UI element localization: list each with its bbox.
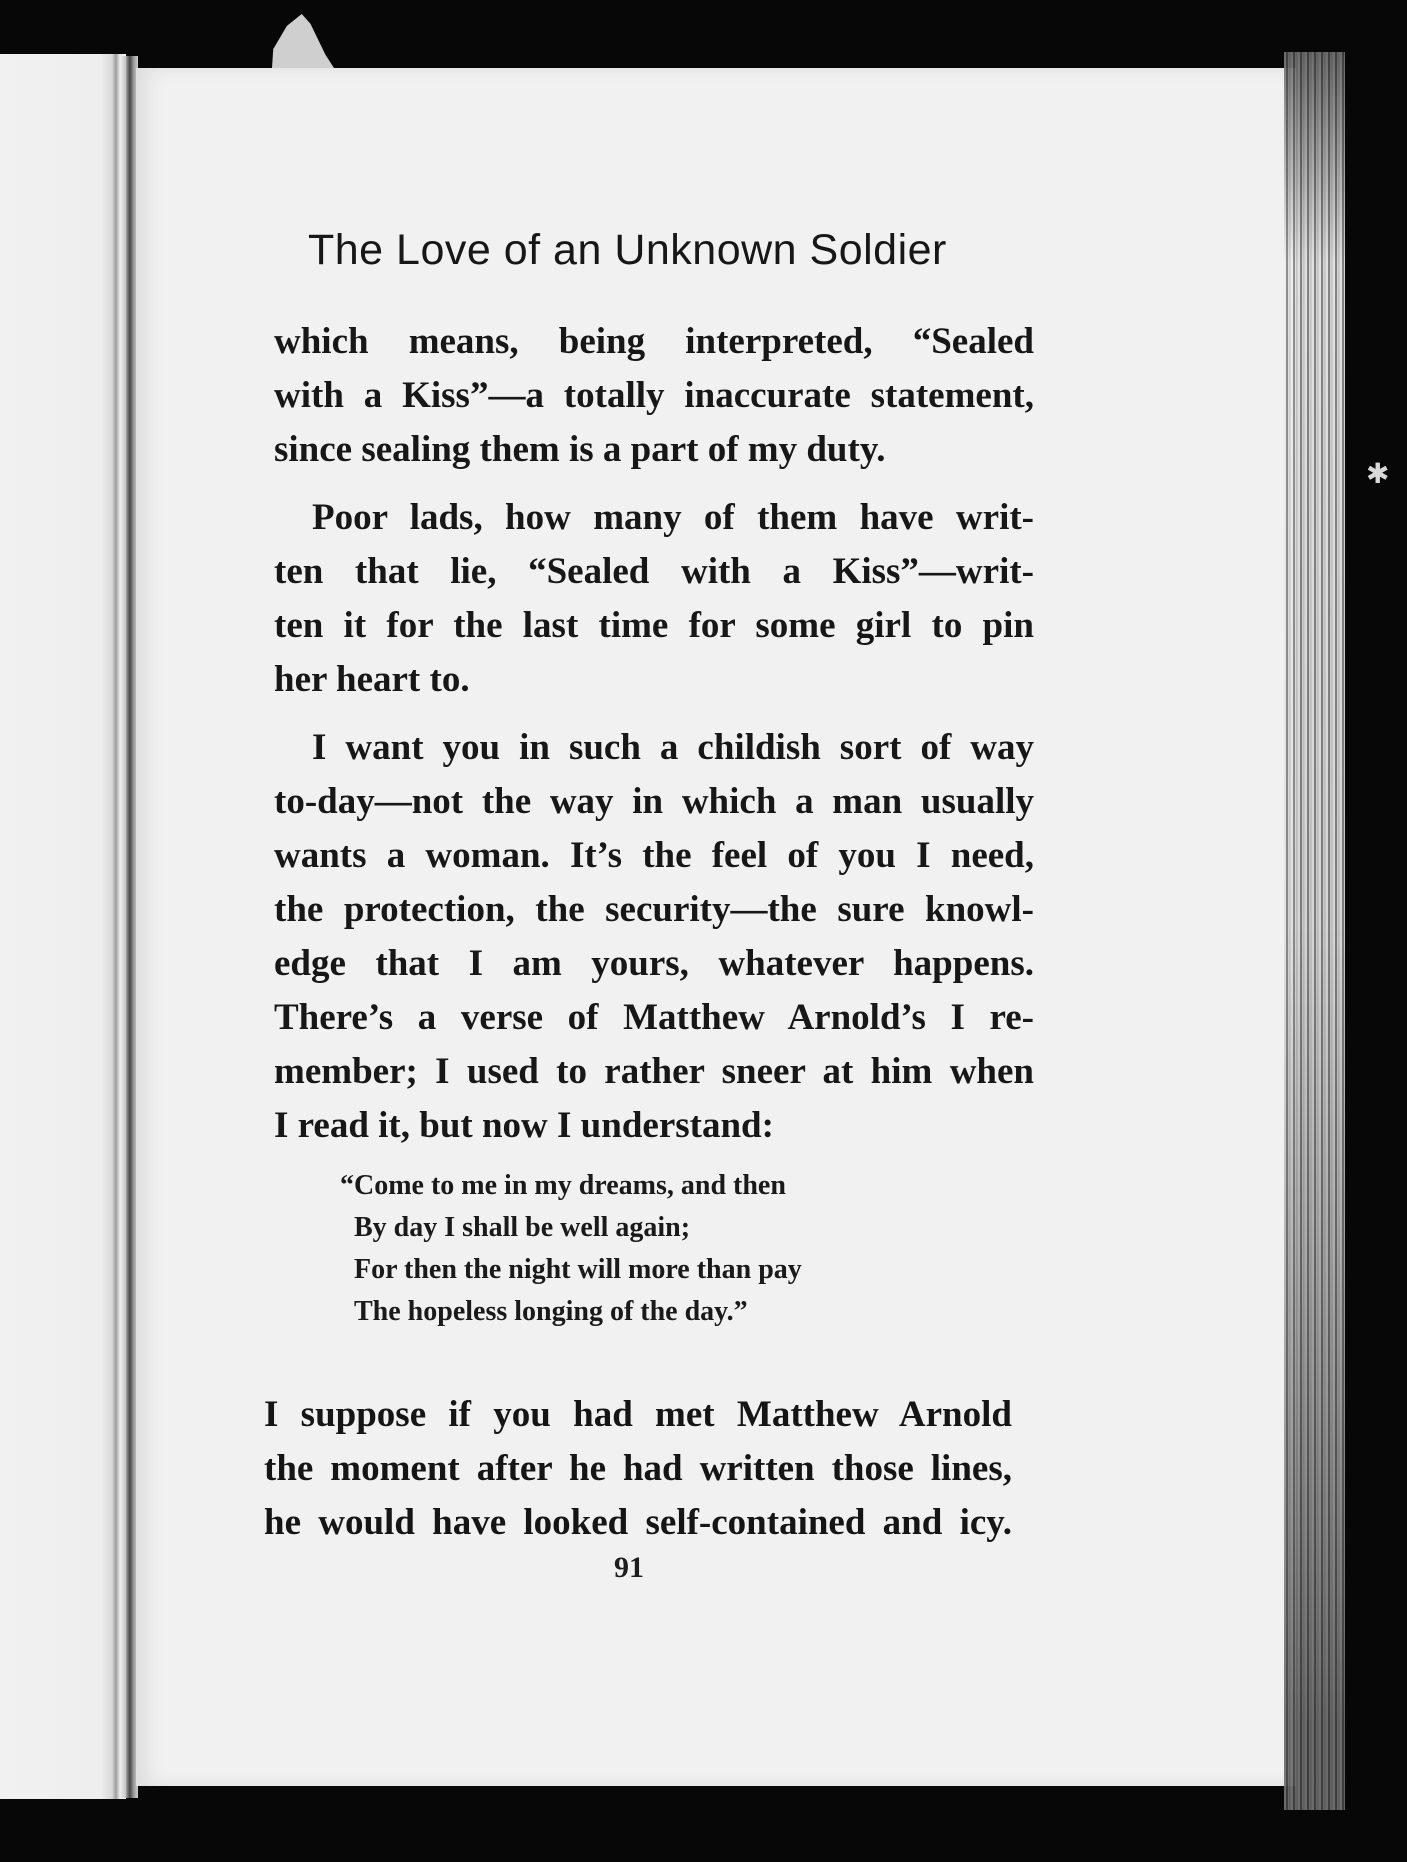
body-text bbox=[274, 315, 1034, 1153]
page-number: 91 bbox=[614, 1551, 644, 1584]
text-line: the moment after he had written those lines, bbox=[264, 1448, 1012, 1489]
poem-line: For then the night will more than pay bbox=[354, 1254, 802, 1285]
page-edge-right bbox=[1284, 52, 1345, 1810]
scan-speck-icon: ✱ bbox=[1366, 457, 1390, 490]
text-line: ten it for the last time for some girl to pin bbox=[274, 605, 1034, 646]
text-line: her heart to. bbox=[274, 659, 470, 700]
text-line: edge that I am yours, whatever happens. bbox=[274, 943, 1034, 984]
text-line: to-day—not the way in which a man usually bbox=[274, 781, 1034, 822]
text-line: since sealing them is a part of my duty. bbox=[274, 429, 886, 470]
running-head: The Love of an Unknown Soldier bbox=[308, 226, 947, 274]
poem-line: By day I shall be well again; bbox=[354, 1212, 691, 1243]
text-line: which means, being interpreted, “Sealed bbox=[274, 321, 1034, 362]
text-line: I read it, but now I understand: bbox=[274, 1105, 774, 1146]
paragraph-gap bbox=[274, 477, 1034, 491]
text-line: member; I used to rather sneer at him when bbox=[274, 1051, 1034, 1092]
paragraph-gap bbox=[274, 707, 1034, 721]
text-line: Poor lads, how many of them have writ- bbox=[312, 497, 1034, 538]
text-line: There’s a verse of Matthew Arnold’s I re- bbox=[274, 997, 1034, 1038]
text-line: the protection, the security—the sure knowl- bbox=[274, 889, 1034, 930]
poem-line: The hopeless longing of the day.” bbox=[354, 1296, 748, 1327]
closing-text bbox=[264, 1388, 1012, 1550]
text-line: ten that lie, “Sealed with a Kiss”—writ- bbox=[274, 551, 1034, 592]
text-line: wants a woman. It’s the feel of you I need, bbox=[274, 835, 1034, 876]
poem-quote bbox=[340, 1165, 960, 1333]
text-line: I suppose if you had met Matthew Arnold bbox=[264, 1394, 1012, 1435]
left-page-edge bbox=[0, 54, 126, 1799]
text-line: I want you in such a childish sort of way bbox=[312, 727, 1034, 768]
text-line: with a Kiss”—a totally inaccurate statement, bbox=[274, 375, 1034, 416]
text-line: he would have looked self-contained and icy. bbox=[264, 1502, 1012, 1543]
poem-line: “Come to me in my dreams, and then bbox=[340, 1170, 786, 1201]
